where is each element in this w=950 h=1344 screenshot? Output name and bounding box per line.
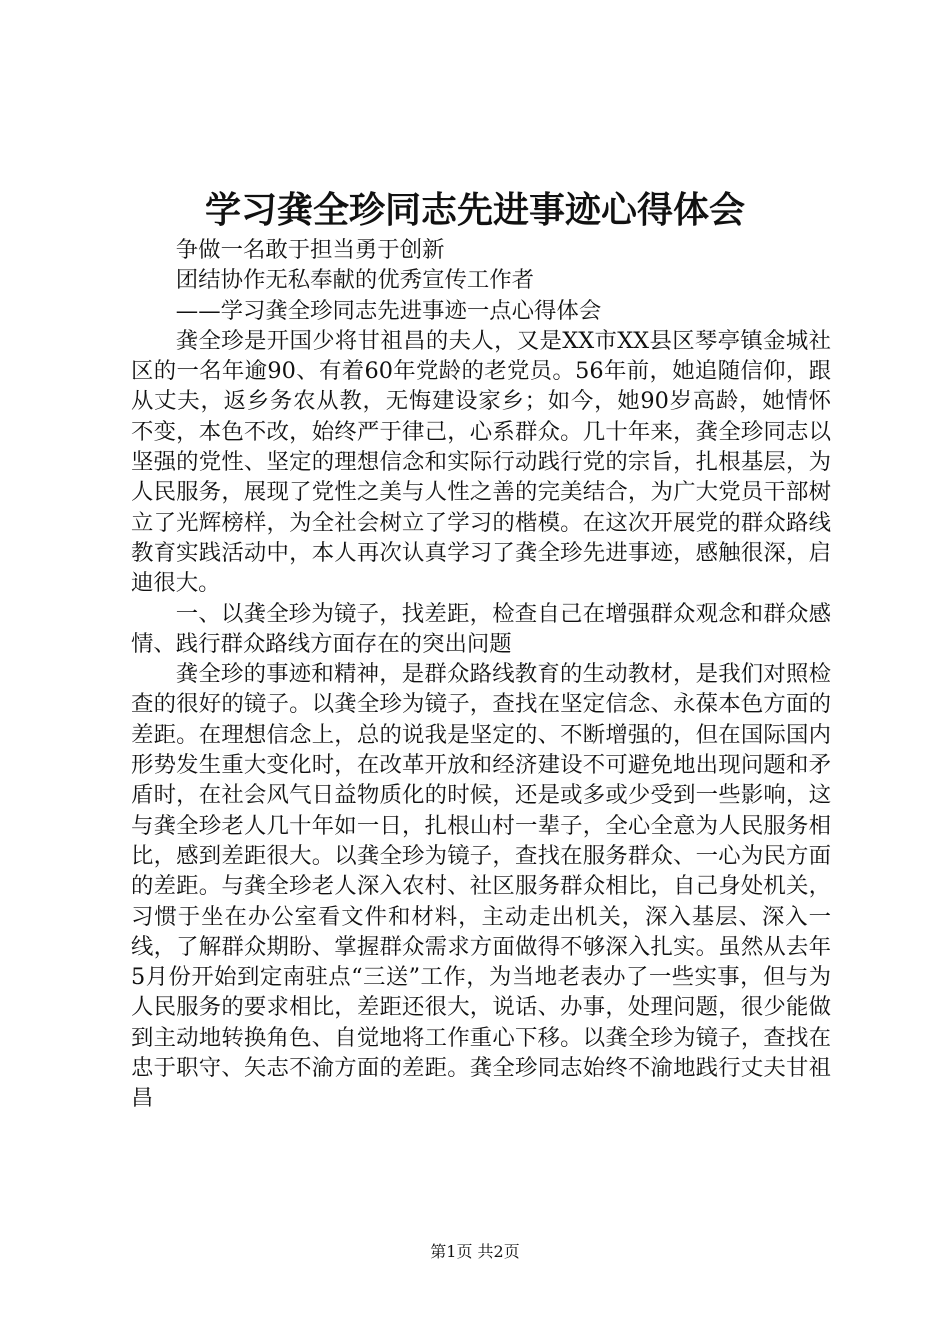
document-body: [131, 235, 831, 1114]
subtitle-line-2: 团结协作无私奉献的优秀宣传工作者: [175, 267, 535, 294]
subtitle-line-1: 争做一名敢于担当勇于创新: [175, 237, 445, 263]
section-heading-1: 一、以龚全珍为镜子，找差距，检查自己在增强群众观念和群众感情、践行群众路线方面存在的突出问题: [131, 600, 831, 657]
document-title: 学习龚全珍同志先进事迹心得体会: [204, 189, 745, 231]
paragraph-intro: 龚全珍是开国少将甘祖昌的夫人，又是XX市XX县区琴亭镇金城社区的一名年逾90、有着60年党龄的老党员。56年前，她追随信仰，跟从丈夫，返乡务农从教，无悔建设家乡；如今，她90岁高龄，她情怀不变，本色不改，始终严于律己，心系群众。几十年来，龚全珍同志以坚强的党性、坚定的理想信念和实际行动践行党的宗旨，扎根基层，为人民服务，展现了党性之美与人性之善的完美结合，为广大党员干部树立了光辉榜样，为全社会树立了学习的楷模。在这次开展党的群众路线教育实践活动中，本人再次认真学习了龚全珍先进事迹，感触很深，启迪很大。: [131, 327, 831, 597]
paragraph-section-1: 龚全珍的事迹和精神，是群众路线教育的生动教材，是我们对照检查的很好的镜子。以龚全珍为镜子，查找在坚定信念、永葆本色方面的差距。在理想信念上，总的说我是坚定的、不断增强的，但在国际国内形势发生重大变化时，在改革开放和经济建设不可避免地出现问题和矛盾时，在社会风气日益物质化的时候，还是或多或少受到一些影响，这与龚全珍老人几十年如一日，扎根山村一辈子，全心全意为人民服务相比，感到差距很大。以龚全珍为镜子，查找在服务群众、一心为民方面的差距。与龚全珍老人深入农村、社区服务群众相比，自己身处机关，习惯于坐在办公室看文件和材料，主动走出机关，深入基层、深入一线，了解群众期盼、掌握群众需求方面做得不够深入扎实。虽然从去年5月份开始到定南驻点“三送”工作，为当地老表办了一些实事，但与为人民服务的要求相比，差距还很大，说话、办事，处理问题，很少能做到主动地转换角色、自觉地将工作重心下移。以龚全珍为镜子，查找在忠于职守、矢志不渝方面的差距。龚全珍同志始终不渝地践行丈夫甘祖昌: [131, 661, 831, 1112]
page-footer: 第1页 共2页: [430, 1242, 520, 1261]
subtitle-line-3: ——学习龚全珍同志先进事迹一点心得体会: [175, 297, 602, 324]
